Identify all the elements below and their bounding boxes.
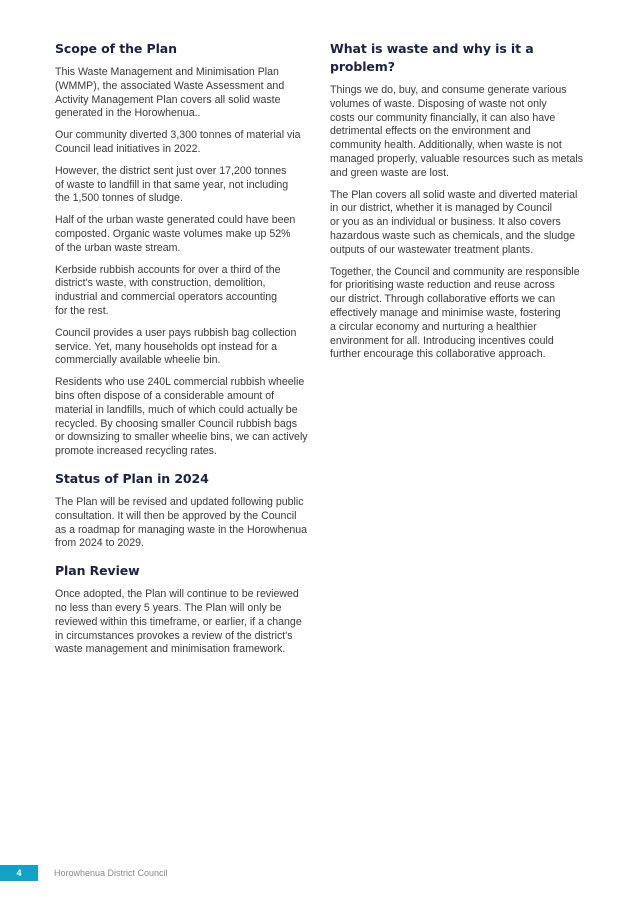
waste-paragraph: The Plan covers all solid waste and diverted material in our district, whether it is managed by Council or you as an individual or business. It also covers hazardous waste such as chemicals, and the sludge outputs of our wastewater treatment plants.: [330, 188, 578, 256]
status-paragraph: The Plan will be revised and updated following public consultation. It will then be approved by the Council as a roadmap for managing waste in the Horowhenua from 2024 to 2029.: [55, 495, 308, 550]
waste-paragraph: Together, the Council and community are responsible for prioritising waste reduction and reuse across our district. Through collaborative efforts we can effectively manage and minimise waste, fostering a circular economy and nurturing a healthier environment for all. Introducing incentives could further encourage this collaborative approach.: [330, 265, 580, 361]
left-column: [55, 40, 317, 665]
review-paragraph: Once adopted, the Plan will continue to be reviewed no less than every 5 years. The Plan will only be reviewed within this timeframe, or earlier, if a change in circumstances provokes a review of the district's waste management and minimisation framework.: [55, 588, 302, 656]
scope-heading: Scope of the Plan: [55, 41, 177, 56]
page-footer: [0, 865, 637, 881]
scope-paragraph: This Waste Management and Minimisation Plan (WMMP), the associated Waste Assessment and Activity Management Plan covers all solid waste generated in the Horowhenua..: [55, 66, 285, 120]
scope-section: [55, 40, 317, 459]
waste-heading: What is waste and why is it a problem?: [330, 41, 534, 74]
status-heading: Status of Plan in 2024: [55, 470, 209, 486]
review-section: [55, 562, 317, 657]
waste-section: [330, 40, 592, 362]
scope-paragraph: Half of the urban waste generated could have been composted. Organic waste volumes make up 52% of the urban waste stream.: [55, 214, 296, 254]
waste-paragraph: Things we do, buy, and consume generate various volumes of waste. Disposing of waste not only costs our community financially, it can also have detrimental effects on the environment and community health. Additionally, when waste is not managed properly, valuable resources such as metals and green waste are lost.: [330, 84, 584, 179]
scope-paragraph: Our community diverted 3,300 tonnes of material via Council lead initiatives in 2022.: [55, 129, 301, 155]
right-column: [330, 40, 592, 370]
page-number-badge: 4: [0, 865, 38, 881]
scope-paragraph: Council provides a user pays rubbish bag collection service. Yet, many households opt instead for a commercially available wheelie bin.: [55, 326, 297, 367]
review-heading: Plan Review: [55, 563, 140, 579]
scope-paragraph: Residents who use 240L commercial rubbish wheelie bins often dispose of a considerable amount of material in landfills, much of which could actually be recycled. By choosing smaller Council rubbish bags or downsizing to smaller wheelie bins, we can actively promote increased recycling rates.: [55, 376, 308, 458]
scope-paragraph: Kerbside rubbish accounts for over a third of the district's waste, with construction, demolition, industrial and commercial operators accounting for the rest.: [55, 263, 281, 317]
footer-org-name: Horowhenua District Council: [54, 868, 168, 878]
status-section: [55, 470, 317, 551]
scope-paragraph: However, the district sent just over 17,200 tonnes of waste to landfill in that same year, not including the 1,500 tonnes of sludge.: [55, 164, 289, 205]
